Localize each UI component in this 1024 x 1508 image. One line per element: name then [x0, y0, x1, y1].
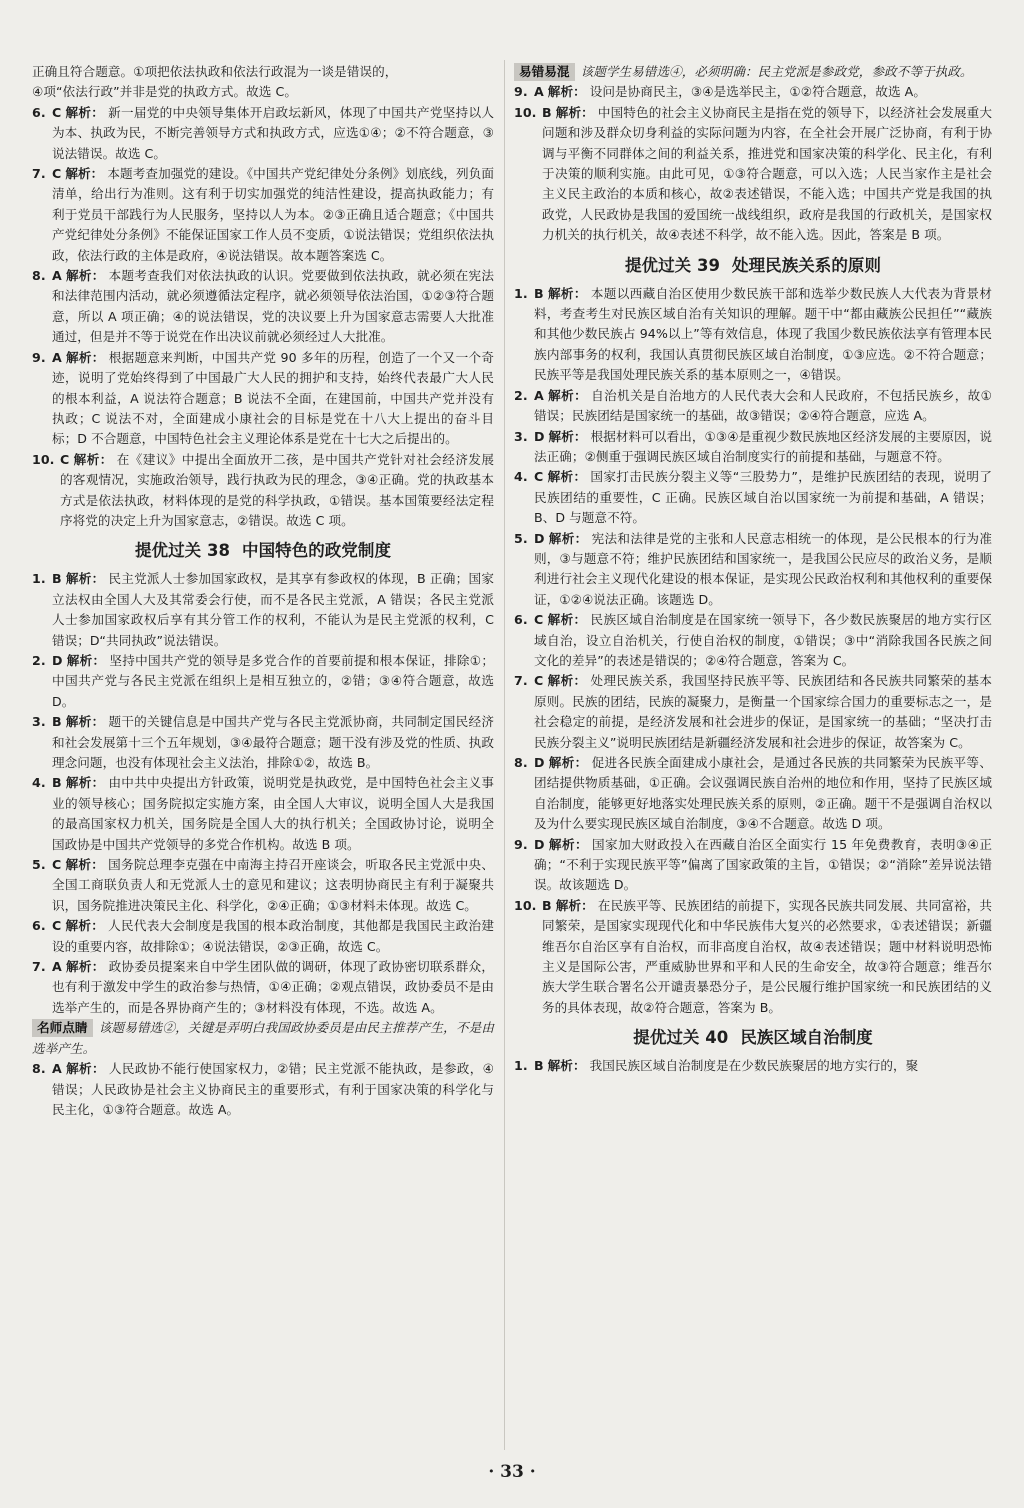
answer-choice: D	[534, 836, 545, 852]
analysis-label: 解析：	[547, 1058, 586, 1074]
question-number: 8.	[32, 1061, 46, 1077]
analysis-label: 解析：	[65, 166, 104, 182]
analysis-text: 国家打击民族分裂主义等“三股势力”，是维护民族团结的表现，说明了民族团结的重要性，C 正确。民族区域自治以国家统一为前提和基础，A 错误；B、D 与题意不符。	[534, 469, 992, 526]
teacher-tip	[32, 1018, 494, 1059]
answer-choice: A	[534, 387, 544, 403]
analysis-text: 政协委员提案来自中学生团队做的调研，体现了政协密切联系群众，也有利于激发中学生的政治参与热情，①④正确；②观点错误，政协委员不是由选举产生的，而是各界协商产生的；③材料没有体现，不选。故选 A。	[52, 959, 495, 1015]
analysis-label: 解析：	[547, 84, 586, 100]
analysis-label: 解析：	[65, 1061, 105, 1077]
tip-text: 该题学生易错选④，必须明确：民主党派是参政党，参政不等于执政。	[580, 64, 973, 79]
answer-choice: C	[534, 612, 544, 628]
analysis-text: 新一届党的中央领导集体开启政坛新风，体现了中国共产党坚持以人为本、执政为民，不断完善领导方式和执政方式，应选①④；②不符合题意，③说法错误。故选 C。	[52, 104, 495, 161]
analysis-text: 本题考查我们对依法执政的认识。党要做到依法执政，就必须在宪法和法律范围内活动，就必须遵循法定程序，就必须领导依法治国，①②③符合题意，所以 A 项正确；④的说法错误，党的决议要上升为国家意志需要人大批准通过，但是并不等于说党在作出决议前就必须经过人大批准。	[52, 268, 495, 345]
analysis-label: 解析：	[547, 387, 588, 403]
analysis-text: 人民代表大会制度是我国的根本政治制度，其他都是我国民主政治建设的重要内容，故排除①；④说法错误，②③正确，故选 C。	[52, 918, 495, 954]
question-number: 6.	[32, 918, 46, 934]
tip-tag: 名师点睛	[32, 1019, 93, 1037]
question-number: 2.	[514, 387, 528, 403]
question-number: 10.	[514, 897, 537, 913]
analysis-text: 由中共中央提出方针政策，说明党是执政党，是中国特色社会主义事业的领导核心；国务院拟定实施方案，由全国人大审议，说明全国人大是我国的最高国家权力机关，国务院是全国人大的执行机关；全国政协讨论，说明全国政协是中国共产党领导的多党合作机构。故选 B 项。	[52, 775, 494, 852]
answer-item	[514, 467, 992, 528]
analysis-label: 解析：	[65, 714, 105, 730]
answer-choice: C	[52, 104, 62, 120]
answer-item	[514, 671, 992, 753]
answer-choice: D	[534, 530, 545, 546]
question-number: 9.	[32, 349, 46, 365]
answer-item	[32, 164, 494, 266]
analysis-text: 本题以西藏自治区使用少数民族干部和选举少数民族人大代表为背景材料，考查考生对民族区域自治有关知识的理解。题干中“都由藏族公民担任”“藏族和其他少数民族占 94%以上”等有效信息，体现了我国少数民族依法享有管理本民族内部事务的权利，我国认真贯彻民族区域自治制度，①③应选。②不符合题意；民族平等是我国处理民族关系的基本原则之一，④错误。	[534, 285, 992, 383]
analysis-label: 解析：	[547, 469, 587, 485]
analysis-label: 解析：	[555, 897, 594, 913]
analysis-text: 国务院总理李克强在中南海主持召开座谈会，听取各民主党派中央、全国工商联负责人和无党派人士的意见和建议；这表明协商民主有利于凝聚共识，国务院推进决策民主化、科学化，②④正确；①③材料未体现。故选 C。	[52, 857, 495, 913]
analysis-text: 在《建议》中提出全面放开二孩，是中国共产党针对社会经济发展的客观情况，实施政治领导，践行执政为民的理念，③④正确。党的执政基本方式是依法执政，材料体现的是党的科学执政，①错误。基本国策要经法定程序将党的决定上升为国家意志，②错误。故选 C 项。	[60, 451, 495, 528]
answer-item	[514, 610, 992, 671]
analysis-text: 根据材料可以看出，①③④是重视少数民族地区经济发展的主要原因，说法正确；②侧重于强调民族区域自治制度实行的前提和基础，与题意不符。	[534, 428, 992, 464]
question-number: 8.	[514, 755, 528, 770]
answer-choice: B	[52, 775, 62, 791]
answer-item	[32, 773, 494, 855]
question-number: 4.	[32, 775, 46, 791]
question-number: 9.	[514, 836, 528, 852]
answer-item	[514, 529, 992, 611]
answer-list	[32, 103, 494, 532]
answer-item	[514, 386, 992, 427]
analysis-label: 解析：	[65, 268, 105, 284]
analysis-text: 民族区域自治制度是在国家统一领导下，各少数民族聚居的地方实行区域自治，设立自治机关，行使自治权的制度，①错误；③中“消除我国各民族之间文化的差异”的表述是错误的；②④符合题意，答案为 C。	[534, 612, 992, 668]
answer-choice: C	[52, 166, 62, 182]
answer-list	[514, 1056, 992, 1076]
analysis-text: 国家加大财政投入在西藏自治区全面实行 15 年免费教育，表明③④正确；“不利于实现民族平等”偏离了国家政策的主旨，①错误；②“消除”差异说法错误。故该题选 D。	[534, 836, 992, 893]
section-title-38	[32, 539, 494, 563]
question-number: 10.	[32, 451, 55, 467]
answer-item	[32, 348, 494, 450]
answer-item	[514, 82, 992, 102]
answer-item	[32, 569, 494, 651]
section-heading: 中国特色的政党制度	[242, 541, 391, 561]
analysis-label: 解析：	[555, 104, 594, 120]
tip-text: 该题易错选②，关键是弄明白我国政协委员是由民主推荐产生，不是由选举产生。	[32, 1020, 494, 1056]
analysis-text: 坚持中国共产党的领导是多党合作的首要前提和根本保证，排除①；中国共产党与各民主党派在组织上是相互独立的，②错；③④符合题意，故选 D。	[52, 652, 495, 709]
section-heading: 处理民族关系的原则	[732, 255, 881, 275]
question-number: 8.	[32, 268, 46, 284]
analysis-label: 解析：	[73, 451, 113, 467]
tip-tag: 易错易混	[514, 63, 575, 81]
section-label: 提优过关 39	[624, 255, 721, 275]
answer-list	[514, 284, 992, 1019]
analysis-label: 解析：	[66, 652, 106, 668]
question-number: 3.	[514, 428, 528, 444]
answer-choice: A	[52, 349, 62, 365]
analysis-label: 解析：	[547, 285, 587, 301]
answer-choice: A	[534, 84, 544, 100]
analysis-label: 解析：	[65, 349, 105, 365]
page-number: · 33 ·	[488, 1462, 536, 1482]
answer-choice: C	[534, 469, 544, 485]
section-label: 提优过关 38	[134, 541, 231, 561]
answer-item	[32, 651, 494, 712]
answer-item	[514, 1056, 992, 1076]
question-number: 7.	[514, 673, 528, 689]
answer-item	[32, 1059, 494, 1120]
answer-item	[514, 103, 992, 246]
question-number: 1.	[514, 1058, 528, 1074]
answer-choice: D	[534, 428, 545, 444]
answer-choice: D	[534, 755, 545, 770]
question-number: 5.	[514, 530, 528, 546]
analysis-label: 解析：	[65, 918, 105, 934]
analysis-label: 解析：	[547, 673, 587, 689]
answer-choice: A	[52, 1061, 62, 1077]
analysis-text: 题干的关键信息是中国共产党与各民主党派协商，共同制定国民经济和社会发展第十三个五年规划，③④最符合题意；题干没有涉及党的性质、执政理念问题，也没有体现社会主义法治，排除①②，故选 B。	[52, 714, 494, 770]
answer-item	[32, 916, 494, 957]
right-column	[514, 62, 992, 1077]
section-title-39	[514, 254, 992, 278]
answer-item	[32, 103, 494, 164]
answer-choice: C	[534, 673, 544, 689]
question-number: 3.	[32, 714, 46, 730]
answer-item	[514, 427, 992, 468]
analysis-label: 解析：	[548, 428, 587, 444]
question-number: 10.	[514, 104, 537, 120]
answer-choice: B	[534, 1058, 544, 1074]
error-prone-tip	[514, 62, 992, 82]
question-number: 1.	[514, 285, 528, 301]
answer-list	[32, 569, 494, 1018]
analysis-text: 自治机关是自治地方的人民代表大会和人民政府，不包括民族乡，故①错误；民族团结是国家统一的基础，故③错误；②④符合题意，应选 A。	[534, 387, 993, 424]
answer-choice: B	[52, 714, 62, 730]
section-heading: 民族区域自治制度	[740, 1028, 873, 1048]
answer-choice: A	[52, 268, 62, 284]
answer-item	[32, 450, 494, 532]
answer-item	[32, 266, 494, 348]
analysis-label: 解析：	[65, 104, 105, 120]
section-title-40	[514, 1026, 992, 1050]
question-number: 5.	[32, 857, 46, 873]
analysis-text: 设问是协商民主，③④是选举民主，①②符合题意，故选 A。	[589, 84, 926, 100]
question-number: 7.	[32, 166, 46, 182]
answer-item	[514, 896, 992, 1018]
answer-choice: A	[52, 959, 62, 975]
analysis-text: 民主党派人士参加国家政权，是其享有参政权的体现，B 正确；国家立法权由全国人大及其常委会行使，而不是各民主党派，A 错误；各民主党派人士参加国家政权后享有其分管工作的权利，不能认为是民主党派的权利，C 错误；D“共同执政”说法错误。	[52, 571, 494, 648]
analysis-label: 解析：	[65, 571, 105, 587]
analysis-label: 解析：	[65, 775, 105, 791]
answer-choice: C	[52, 857, 62, 873]
answer-choice: B	[542, 897, 552, 913]
analysis-text: 中国特色的社会主义协商民主是指在党的领导下，以经济社会发展重大问题和涉及群众切身利益的实际问题为内容，在全社会开展广泛协商，有利于协调与平衡不同群体之间的利益关系，推进党和国家决策的科学化、民主化，有利于决策的顺利实施。由此可见，①③符合题意，可以入选；人民当家作主是社会主义民主政治的本质和核心，故②表述错误，不能入选；中国共产党是我国的执政党，人民政协是我国的爱国统一战线组织，政府是我国的行政机关，是国家权力机关的执行机关，故④表述不科学，故不能入选。因此，答案是 B 项。	[542, 104, 992, 243]
answer-list	[514, 82, 992, 245]
analysis-text: 根据题意来判断，中国共产党 90 多年的历程，创造了一个又一个奇迹，说明了党始终得到了中国最广大人民的拥护和支持，始终代表最广大人民的根本利益，A 说法符合题意；B 说法不全面，在建国前，中国共产党并没有执政；C 说法不对，全面建成小康社会的目标是党在十八大上提出的奋斗目标；D 不合题意，中国特色社会主义理论体系是党在十七大之后提出的。	[52, 349, 494, 447]
answer-choice: B	[542, 104, 552, 120]
analysis-text: 宪法和法律是党的主张和人民意志相统一的体现，是公民根本的行为准则，③与题意不符；维护民族团结和国家统一，是我国公民应尽的政治义务，是顺利进行社会主义现代化建设的根本保证，是实现公民政治权利和其他权利的重要保证，①②④说法正确。该题选 D。	[534, 530, 992, 607]
question-number: 4.	[514, 469, 528, 485]
question-number: 7.	[32, 959, 46, 975]
answer-item	[514, 284, 992, 386]
analysis-text: 促进各民族全面建成小康社会，是通过各民族的共同繁荣为民族平等、团结提供物质基础，①正确。会议强调民族自治州的地位和作用，坚持了民族区域自治制度，能够更好地落实处理民族关系的原则，②正确。题干不是强调自治权以及为什么要实现民族区域自治制度，③④不合题意。故选 D 项。	[534, 755, 992, 832]
answer-choice: B	[534, 285, 544, 301]
continued-text: 正确且符合题意。①项把依法执政和依法行政混为一谈是错误的，	[32, 64, 398, 79]
section-label: 提优过关 40	[633, 1028, 729, 1048]
column-divider	[504, 60, 505, 1450]
continued-text: ④项“依法行政”并非是党的执政方式。故选 C。	[32, 84, 297, 100]
answer-list	[32, 1059, 494, 1120]
question-number: 6.	[514, 612, 528, 628]
question-number: 6.	[32, 104, 46, 120]
analysis-text: 处理民族关系，我国坚持民族平等、民族团结和各民族共同繁荣的基本原则。民族的团结，民族的凝聚力，是衡量一个国家综合国力的重要标志之一，是社会稳定的前提，是经济发展和社会进步的保证，是国家统一的基础；“坚决打击民族分裂主义”说明民族团结是新疆经济发展和社会进步的保证，故答案为 C。	[534, 673, 992, 750]
answer-choice: D	[52, 652, 63, 668]
question-number: 2.	[32, 652, 46, 668]
analysis-label: 解析：	[548, 755, 588, 770]
analysis-label: 解析：	[548, 530, 588, 546]
analysis-text: 人民政协不能行使国家权力，②错；民主党派不能执政，是参政，④错误；人民政协是社会主义协商民主的重要形式，有利于国家决策的科学化与民主化，①③符合题意。故选 A。	[52, 1061, 494, 1117]
analysis-text: 我国民族区域自治制度是在少数民族聚居的地方实行的，聚	[589, 1058, 919, 1074]
analysis-label: 解析：	[65, 857, 105, 873]
answer-item	[514, 835, 992, 896]
question-number: 9.	[514, 84, 528, 100]
analysis-text: 在民族平等、民族团结的前提下，实现各民族共同发展、共同富裕，共同繁荣，是国家实现现代化和中华民族伟大复兴的必然要求，①表述错误；新疆维吾尔自治区享有自治权，而非高度自治权，故④表述错误；题中材料说明恐怖主义是国际公害，严重威胁世界和平和人民的生命安全，故③符合题意；维吾尔族大学生联合署名公开谴责暴恐分子，是公民履行维护国家统一和民族团结的义务的具体表现，故②符合题意，答案为 B。	[542, 897, 992, 1015]
question-number: 1.	[32, 571, 46, 587]
answer-item	[514, 753, 992, 835]
analysis-label: 解析：	[547, 612, 587, 628]
left-column	[32, 62, 494, 1120]
answer-item	[32, 712, 494, 773]
answer-item	[32, 855, 494, 916]
analysis-label: 解析：	[65, 959, 105, 975]
answer-choice: B	[52, 571, 62, 587]
answer-item	[32, 957, 494, 1018]
analysis-text: 本题考查加强党的建设。《中国共产党纪律处分条例》划底线，列负面清单，给出行为准则。这有利于切实加强党的纯洁性建设，提高执政能力；有利于党员干部践行为人民服务，坚持以人为本。②③正确且适合题意；《中国共产党纪律处分条例》不能保证国家工作人员不变质，①说法错误；党组织依法执政，依法行政的主体是政府，④说法错误。故本题答案选 C。	[52, 166, 494, 263]
answer-choice: C	[52, 918, 62, 934]
answer-choice: C	[60, 451, 70, 467]
analysis-label: 解析：	[548, 836, 589, 852]
